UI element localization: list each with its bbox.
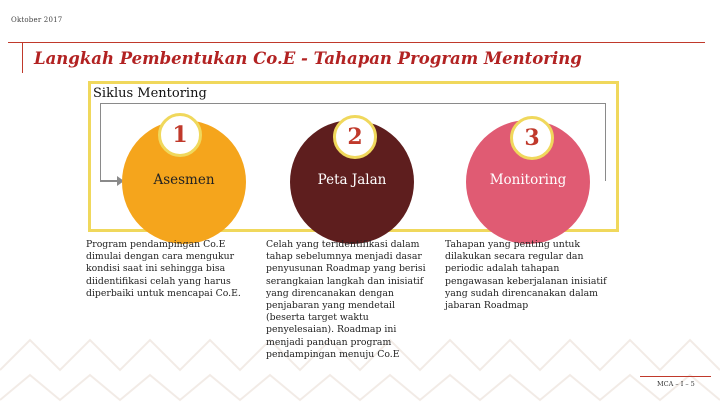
step-number-badge: 1 bbox=[158, 113, 202, 157]
step-description: Program pendampingan Co.E dimulai dengan cara mengukur kondisi saat ini sehingga bisa diidentifikasi celah yang harus diperbaiki untuk mencapai Co.E. bbox=[86, 239, 241, 299]
cycle-label: Siklus Mentoring bbox=[93, 86, 211, 101]
header-divider bbox=[8, 42, 705, 43]
title-accent-line bbox=[22, 43, 23, 73]
date-label: Oktober 2017 bbox=[11, 16, 63, 24]
step-description: Tahapan yang penting untuk dilakukan secara regular dan periodic adalah tahapan pengawasan keberjalanan inisiatif yang sudah direncanakan dalam jabaran Roadmap bbox=[445, 239, 607, 312]
footer-divider bbox=[640, 376, 711, 377]
page-number: MCA – I – 5 bbox=[657, 380, 695, 388]
step-name: Monitoring bbox=[489, 172, 567, 188]
step-number-badge: 2 bbox=[333, 115, 377, 159]
step-name: Asesmen bbox=[153, 172, 215, 188]
step-number-badge: 3 bbox=[510, 116, 554, 160]
step-description: Celah yang teridentifikasi dalam tahap sebelumnya menjadi dasar penyusunan Roadmap yang berisi serangkaian langkah dan inisiatif yang direncanakan dengan penjabaran yang mendetail (beserta target waktu penyelesaian). Roadmap ini menjadi panduan program pendampingan menuju Co.E bbox=[266, 239, 426, 360]
page-title: Langkah Pembentukan Co.E - Tahapan Program Mentoring bbox=[34, 49, 582, 68]
step-name: Peta Jalan bbox=[317, 172, 387, 188]
